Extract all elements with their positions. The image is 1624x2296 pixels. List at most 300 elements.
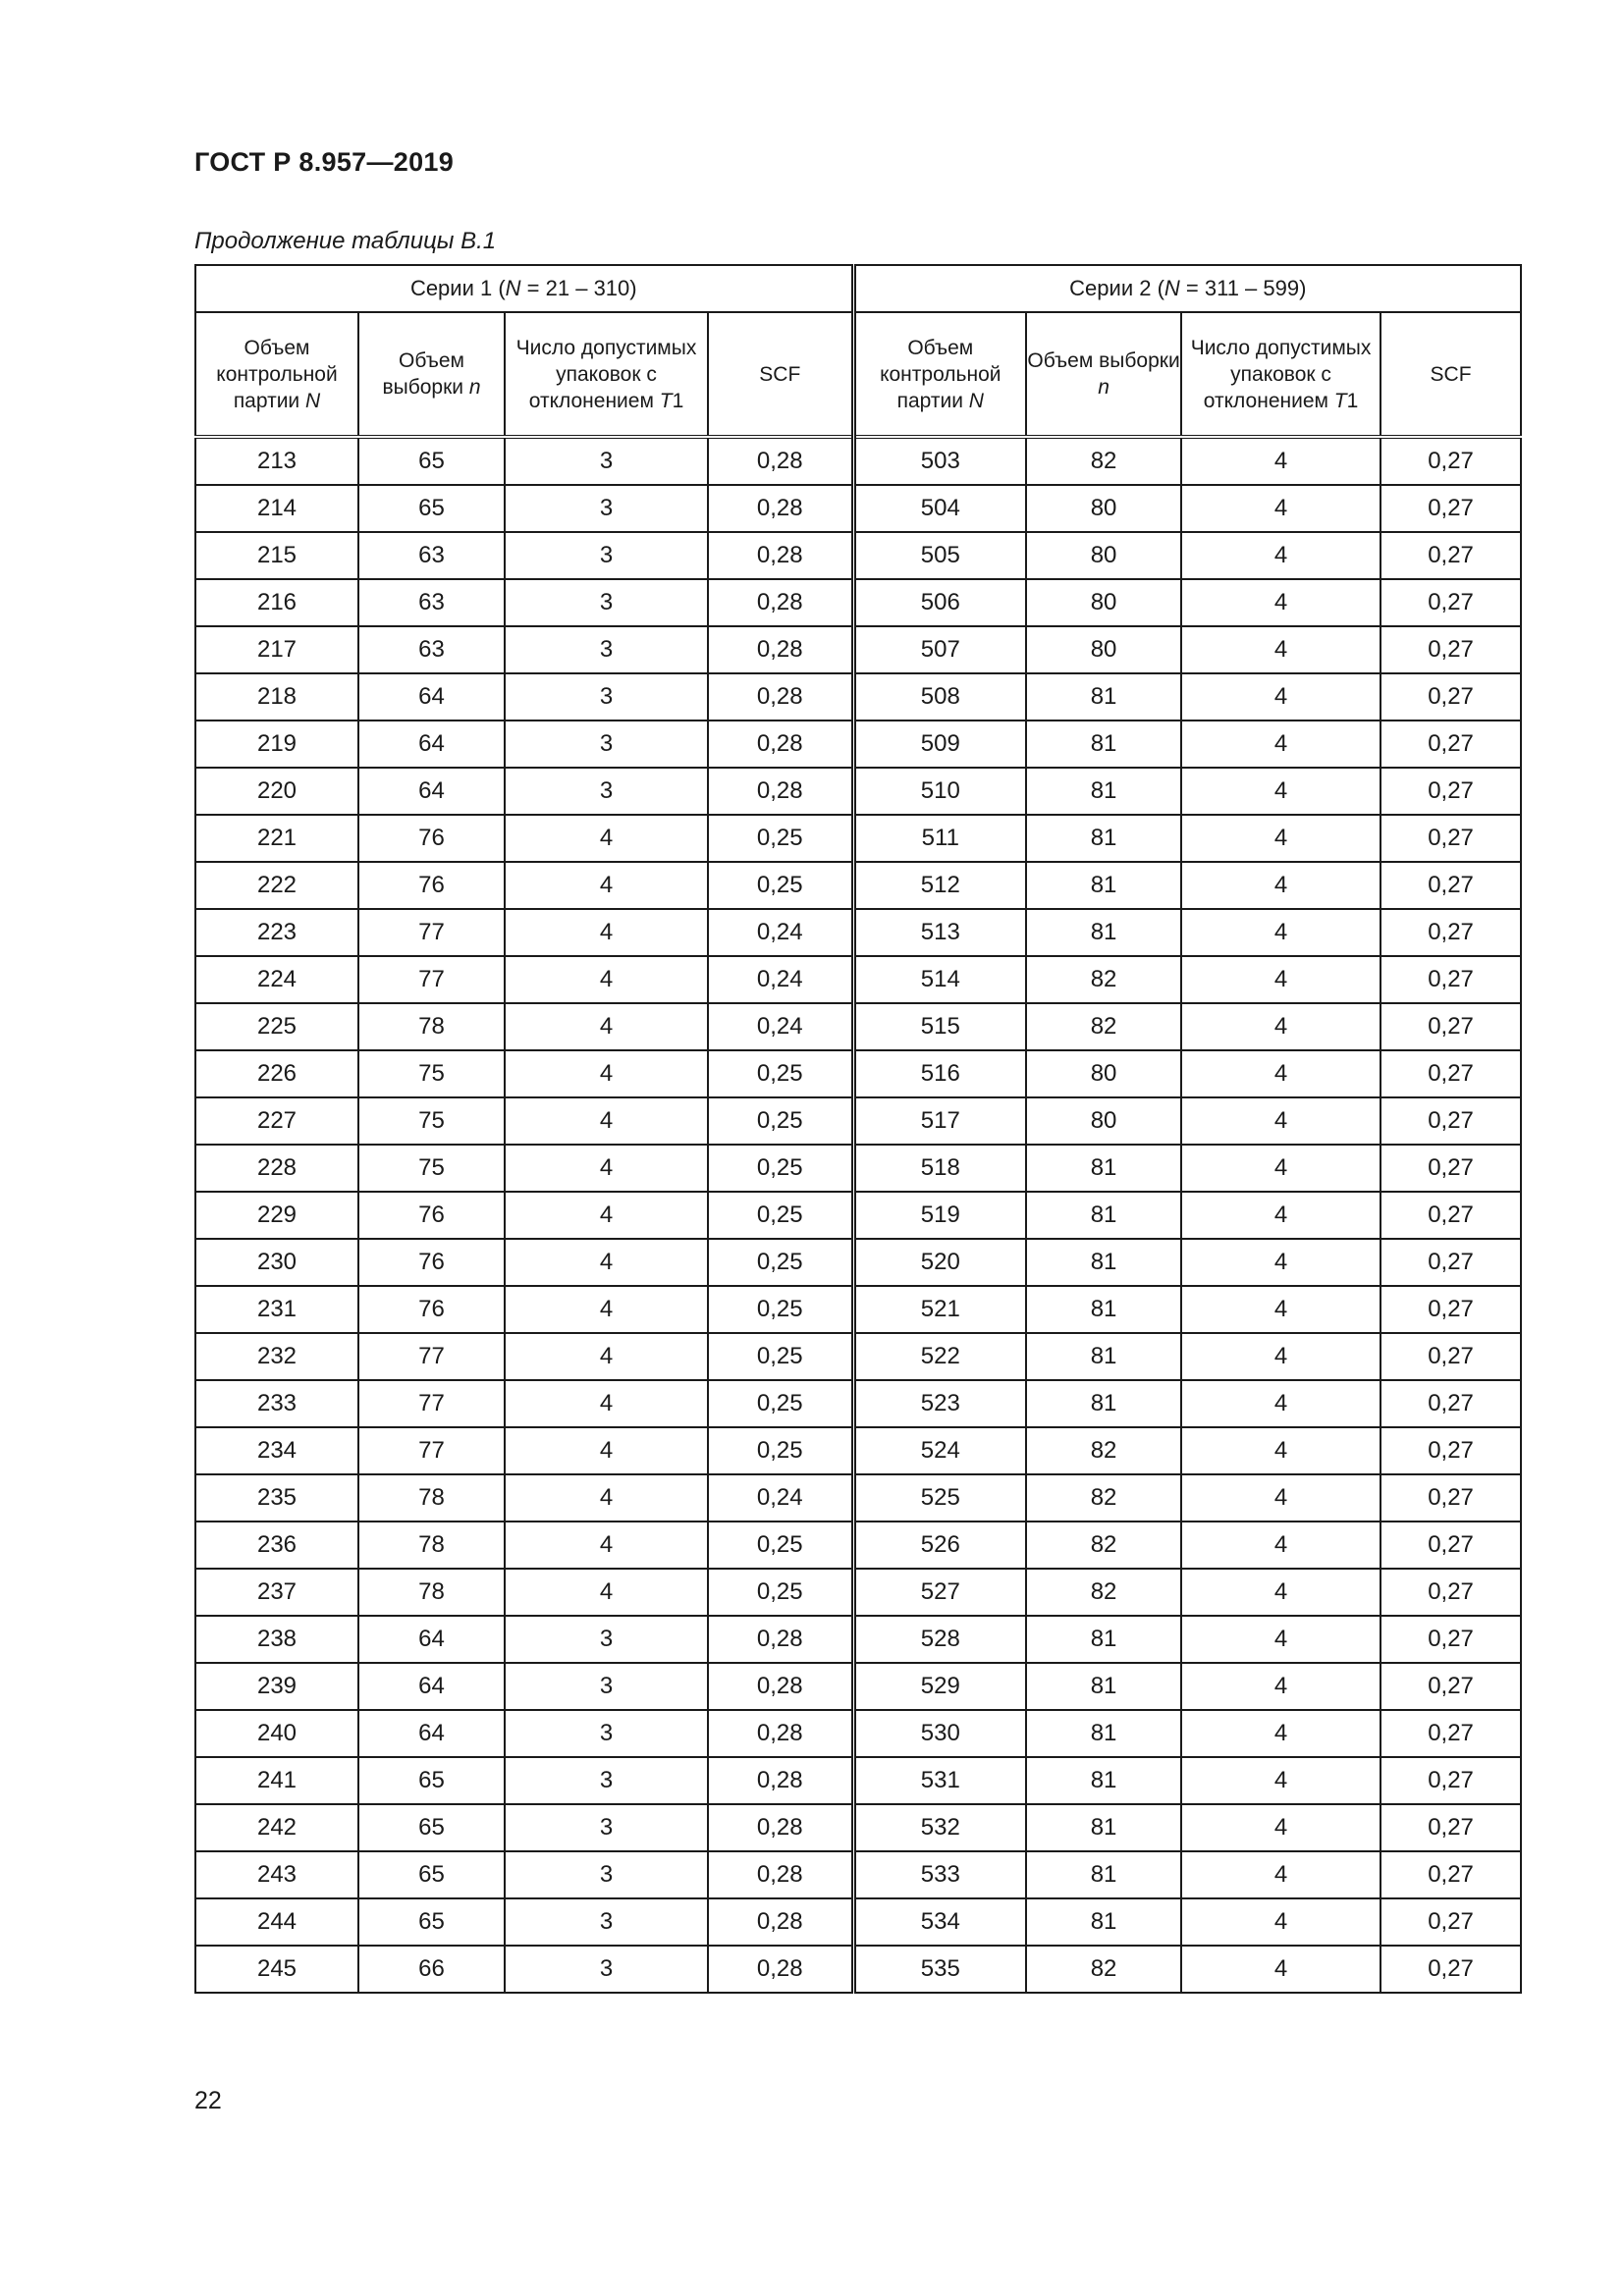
- table-cell: 0,27: [1380, 1474, 1521, 1522]
- table-cell: 77: [358, 1333, 505, 1380]
- table-cell: 81: [1026, 673, 1181, 721]
- table-cell: 3: [505, 1804, 708, 1851]
- table-cell: 77: [358, 1380, 505, 1427]
- table-cell: 0,27: [1380, 768, 1521, 815]
- table-cell: 511: [853, 815, 1026, 862]
- table-row: [195, 1286, 1521, 1333]
- table-cell: 4: [1181, 1569, 1380, 1616]
- table-row: [195, 721, 1521, 768]
- table-cell: 3: [505, 721, 708, 768]
- table-cell: 82: [1026, 1427, 1181, 1474]
- table-row: [195, 1333, 1521, 1380]
- table-cell: 64: [358, 673, 505, 721]
- table-cell: 4: [1181, 721, 1380, 768]
- table-cell: 0,25: [708, 1522, 853, 1569]
- table-cell: 4: [505, 1427, 708, 1474]
- table-cell: 4: [505, 1003, 708, 1050]
- table-cell: 0,28: [708, 1804, 853, 1851]
- table-cell: 0,27: [1380, 1427, 1521, 1474]
- table-cell: 78: [358, 1003, 505, 1050]
- table-cell: 3: [505, 626, 708, 673]
- table-cell: 0,25: [708, 1427, 853, 1474]
- table-cell: 4: [1181, 909, 1380, 956]
- document-header: ГОСТ Р 8.957—2019: [194, 147, 455, 177]
- table-cell: 0,28: [708, 1616, 853, 1663]
- table-cell: 0,25: [708, 1239, 853, 1286]
- table-cell: 4: [1181, 532, 1380, 579]
- table-cell: 3: [505, 579, 708, 626]
- table-cell: 81: [1026, 1851, 1181, 1898]
- table-cell: 80: [1026, 579, 1181, 626]
- table-cell: 0,28: [708, 673, 853, 721]
- column-header: Объем выборки n: [358, 312, 505, 437]
- column-header: SCF: [708, 312, 853, 437]
- table-cell: 76: [358, 1286, 505, 1333]
- table-cell: 81: [1026, 1663, 1181, 1710]
- column-header: Объем контрольной партии N: [195, 312, 358, 437]
- table-cell: 533: [853, 1851, 1026, 1898]
- table-cell: 81: [1026, 1333, 1181, 1380]
- table-cell: 508: [853, 673, 1026, 721]
- table-cell: 65: [358, 1898, 505, 1946]
- table-cell: 241: [195, 1757, 358, 1804]
- table-cell: 219: [195, 721, 358, 768]
- table-cell: 4: [505, 1474, 708, 1522]
- table-cell: 82: [1026, 1522, 1181, 1569]
- column-header: SCF: [1380, 312, 1521, 437]
- table-cell: 78: [358, 1522, 505, 1569]
- table-cell: 75: [358, 1097, 505, 1145]
- column-header: Число допустимых упаковок с отклонением T1: [505, 312, 708, 437]
- table-cell: 523: [853, 1380, 1026, 1427]
- table-cell: 0,27: [1380, 721, 1521, 768]
- table-cell: 232: [195, 1333, 358, 1380]
- table-row: [195, 1097, 1521, 1145]
- table-cell: 3: [505, 1851, 708, 1898]
- table-cell: 0,27: [1380, 1003, 1521, 1050]
- table-cell: 0,27: [1380, 815, 1521, 862]
- table-cell: 528: [853, 1616, 1026, 1663]
- table-cell: 4: [1181, 1427, 1380, 1474]
- table-cell: 532: [853, 1804, 1026, 1851]
- table-cell: 0,28: [708, 1946, 853, 1993]
- table-cell: 226: [195, 1050, 358, 1097]
- table-cell: 4: [1181, 1851, 1380, 1898]
- table-cell: 4: [1181, 1380, 1380, 1427]
- table-cell: 3: [505, 437, 708, 485]
- table-row: [195, 1145, 1521, 1192]
- table-cell: 0,28: [708, 626, 853, 673]
- table-row: [195, 1569, 1521, 1616]
- table-row: [195, 1522, 1521, 1569]
- table-cell: 81: [1026, 1192, 1181, 1239]
- table-cell: 530: [853, 1710, 1026, 1757]
- table-row: [195, 1380, 1521, 1427]
- table-cell: 77: [358, 1427, 505, 1474]
- table-cell: 0,27: [1380, 1663, 1521, 1710]
- table-cell: 4: [1181, 1898, 1380, 1946]
- table-cell: 526: [853, 1522, 1026, 1569]
- table-cell: 4: [505, 1145, 708, 1192]
- table-cell: 3: [505, 485, 708, 532]
- table-cell: 217: [195, 626, 358, 673]
- table-cell: 0,25: [708, 1192, 853, 1239]
- table-cell: 0,28: [708, 768, 853, 815]
- table-cell: 0,25: [708, 1286, 853, 1333]
- table-cell: 513: [853, 909, 1026, 956]
- table-cell: 0,27: [1380, 1097, 1521, 1145]
- table-cell: 507: [853, 626, 1026, 673]
- table-row: [195, 437, 1521, 485]
- table-cell: 4: [1181, 579, 1380, 626]
- table-cell: 4: [1181, 1192, 1380, 1239]
- table-cell: 215: [195, 532, 358, 579]
- table-cell: 77: [358, 909, 505, 956]
- table-cell: 4: [1181, 1239, 1380, 1286]
- table-cell: 0,24: [708, 1474, 853, 1522]
- table-row: [195, 1474, 1521, 1522]
- table-row: [195, 626, 1521, 673]
- table-cell: 4: [1181, 1663, 1380, 1710]
- table-cell: 0,27: [1380, 437, 1521, 485]
- table-cell: 223: [195, 909, 358, 956]
- table-cell: 81: [1026, 815, 1181, 862]
- table-cell: 0,27: [1380, 626, 1521, 673]
- table-cell: 3: [505, 1757, 708, 1804]
- table-cell: 81: [1026, 909, 1181, 956]
- table-cell: 519: [853, 1192, 1026, 1239]
- table-cell: 3: [505, 1663, 708, 1710]
- table-cell: 0,28: [708, 1757, 853, 1804]
- table-cell: 3: [505, 673, 708, 721]
- table-cell: 4: [1181, 1474, 1380, 1522]
- table-row: [195, 909, 1521, 956]
- table-row: [195, 1663, 1521, 1710]
- table-cell: 77: [358, 956, 505, 1003]
- table-cell: 0,25: [708, 1097, 853, 1145]
- table-cell: 81: [1026, 1380, 1181, 1427]
- table-cell: 80: [1026, 1050, 1181, 1097]
- table-cell: 4: [1181, 815, 1380, 862]
- table-cell: 216: [195, 579, 358, 626]
- table-cell: 65: [358, 1851, 505, 1898]
- table-cell: 81: [1026, 1898, 1181, 1946]
- table-body: [195, 437, 1521, 1993]
- table-cell: 0,27: [1380, 1050, 1521, 1097]
- table-cell: 81: [1026, 862, 1181, 909]
- table-cell: 245: [195, 1946, 358, 1993]
- table-cell: 0,24: [708, 1003, 853, 1050]
- table-cell: 0,25: [708, 862, 853, 909]
- table-cell: 512: [853, 862, 1026, 909]
- table-cell: 504: [853, 485, 1026, 532]
- table-cell: 0,25: [708, 1050, 853, 1097]
- table-cell: 506: [853, 579, 1026, 626]
- table-cell: 0,27: [1380, 673, 1521, 721]
- table-cell: 225: [195, 1003, 358, 1050]
- table-caption: Продолжение таблицы В.1: [194, 228, 497, 254]
- table-cell: 516: [853, 1050, 1026, 1097]
- table-cell: 4: [1181, 626, 1380, 673]
- table-cell: 4: [505, 1333, 708, 1380]
- column-header: Число допустимых упаковок с отклонением T1: [1181, 312, 1380, 437]
- table-cell: 235: [195, 1474, 358, 1522]
- table-cell: 0,25: [708, 1333, 853, 1380]
- table-cell: 0,25: [708, 815, 853, 862]
- table-cell: 65: [358, 1804, 505, 1851]
- table-cell: 0,27: [1380, 1569, 1521, 1616]
- table-cell: 0,28: [708, 579, 853, 626]
- table-cell: 65: [358, 485, 505, 532]
- table-cell: 531: [853, 1757, 1026, 1804]
- page-number: 22: [194, 2087, 222, 2114]
- table-cell: 221: [195, 815, 358, 862]
- table-cell: 231: [195, 1286, 358, 1333]
- table-row: [195, 1898, 1521, 1946]
- table-cell: 515: [853, 1003, 1026, 1050]
- table-row: [195, 1804, 1521, 1851]
- table-cell: 75: [358, 1145, 505, 1192]
- table-cell: 234: [195, 1427, 358, 1474]
- table-cell: 0,27: [1380, 1380, 1521, 1427]
- table-cell: 0,27: [1380, 485, 1521, 532]
- table-cell: 4: [505, 1522, 708, 1569]
- table-cell: 0,28: [708, 721, 853, 768]
- data-table: [194, 264, 1522, 1994]
- table-cell: 240: [195, 1710, 358, 1757]
- table-cell: 80: [1026, 1097, 1181, 1145]
- table-cell: 0,27: [1380, 909, 1521, 956]
- table-cell: 0,27: [1380, 1333, 1521, 1380]
- table-cell: 213: [195, 437, 358, 485]
- table-row: [195, 815, 1521, 862]
- table-row: [195, 532, 1521, 579]
- table-cell: 4: [505, 1192, 708, 1239]
- table-cell: 66: [358, 1946, 505, 1993]
- table-cell: 236: [195, 1522, 358, 1569]
- table-cell: 81: [1026, 768, 1181, 815]
- table-cell: 521: [853, 1286, 1026, 1333]
- table-cell: 505: [853, 532, 1026, 579]
- table-cell: 0,27: [1380, 1757, 1521, 1804]
- table-cell: 524: [853, 1427, 1026, 1474]
- table-cell: 0,27: [1380, 1804, 1521, 1851]
- table-cell: 64: [358, 1616, 505, 1663]
- table-cell: 4: [1181, 1710, 1380, 1757]
- column-header-row: [195, 312, 1521, 437]
- table-cell: 0,27: [1380, 532, 1521, 579]
- table-cell: 3: [505, 1710, 708, 1757]
- table-cell: 82: [1026, 437, 1181, 485]
- table-cell: 527: [853, 1569, 1026, 1616]
- table-cell: 63: [358, 532, 505, 579]
- table-cell: 4: [1181, 1757, 1380, 1804]
- table-cell: 81: [1026, 1286, 1181, 1333]
- table-cell: 224: [195, 956, 358, 1003]
- table-cell: 4: [1181, 1145, 1380, 1192]
- table-cell: 218: [195, 673, 358, 721]
- table-cell: 222: [195, 862, 358, 909]
- table-cell: 0,27: [1380, 1616, 1521, 1663]
- table-cell: 0,25: [708, 1145, 853, 1192]
- table-cell: 0,28: [708, 437, 853, 485]
- table-cell: 3: [505, 532, 708, 579]
- table-cell: 0,27: [1380, 579, 1521, 626]
- table-cell: 64: [358, 721, 505, 768]
- table-cell: 239: [195, 1663, 358, 1710]
- table-cell: 0,27: [1380, 1522, 1521, 1569]
- table-cell: 243: [195, 1851, 358, 1898]
- table-cell: 76: [358, 815, 505, 862]
- table-cell: 0,24: [708, 909, 853, 956]
- table-cell: 4: [1181, 1616, 1380, 1663]
- table-cell: 4: [1181, 862, 1380, 909]
- table-cell: 80: [1026, 485, 1181, 532]
- table-cell: 82: [1026, 956, 1181, 1003]
- table-cell: 228: [195, 1145, 358, 1192]
- table-cell: 78: [358, 1474, 505, 1522]
- table-cell: 0,27: [1380, 1239, 1521, 1286]
- table-row: [195, 485, 1521, 532]
- table-cell: 230: [195, 1239, 358, 1286]
- table-cell: 80: [1026, 532, 1181, 579]
- table-cell: 63: [358, 626, 505, 673]
- table-cell: 64: [358, 1710, 505, 1757]
- table-row: [195, 1616, 1521, 1663]
- table-cell: 76: [358, 862, 505, 909]
- table-cell: 0,27: [1380, 1851, 1521, 1898]
- table-cell: 4: [505, 1097, 708, 1145]
- table-cell: 81: [1026, 1616, 1181, 1663]
- table-row: [195, 1192, 1521, 1239]
- table-cell: 4: [1181, 1946, 1380, 1993]
- table-cell: 4: [505, 815, 708, 862]
- table-cell: 4: [505, 1380, 708, 1427]
- table-cell: 81: [1026, 1145, 1181, 1192]
- table-cell: 4: [1181, 437, 1380, 485]
- table-row: [195, 1050, 1521, 1097]
- table-cell: 0,28: [708, 1851, 853, 1898]
- table-cell: 529: [853, 1663, 1026, 1710]
- table-cell: 534: [853, 1898, 1026, 1946]
- table-cell: 535: [853, 1946, 1026, 1993]
- table-cell: 503: [853, 437, 1026, 485]
- table-cell: 82: [1026, 1003, 1181, 1050]
- table-cell: 65: [358, 437, 505, 485]
- table-cell: 3: [505, 1898, 708, 1946]
- table-row: [195, 1710, 1521, 1757]
- table-cell: 242: [195, 1804, 358, 1851]
- table-cell: 63: [358, 579, 505, 626]
- table-cell: 4: [1181, 956, 1380, 1003]
- table-row: [195, 579, 1521, 626]
- table-cell: 4: [1181, 1804, 1380, 1851]
- table-row: [195, 1946, 1521, 1993]
- table-cell: 4: [505, 1286, 708, 1333]
- table-cell: 4: [505, 1050, 708, 1097]
- table-cell: 0,27: [1380, 1192, 1521, 1239]
- table-cell: 518: [853, 1145, 1026, 1192]
- table-cell: 522: [853, 1333, 1026, 1380]
- table-row: [195, 956, 1521, 1003]
- table-cell: 82: [1026, 1474, 1181, 1522]
- table-cell: 4: [1181, 1333, 1380, 1380]
- table-cell: 520: [853, 1239, 1026, 1286]
- series-header-row: [195, 265, 1521, 312]
- table-row: [195, 1003, 1521, 1050]
- table-cell: 0,27: [1380, 1145, 1521, 1192]
- table-cell: 4: [1181, 673, 1380, 721]
- table-cell: 4: [1181, 768, 1380, 815]
- table-cell: 82: [1026, 1569, 1181, 1616]
- table-row: [195, 673, 1521, 721]
- table-cell: 4: [1181, 485, 1380, 532]
- table-cell: 81: [1026, 1239, 1181, 1286]
- table-cell: 76: [358, 1192, 505, 1239]
- table-cell: 0,28: [708, 532, 853, 579]
- column-header: Объем контрольной партии N: [853, 312, 1026, 437]
- table-cell: 0,27: [1380, 862, 1521, 909]
- table-cell: 227: [195, 1097, 358, 1145]
- table-cell: 237: [195, 1569, 358, 1616]
- table-row: [195, 1757, 1521, 1804]
- table-cell: 76: [358, 1239, 505, 1286]
- table-cell: 510: [853, 768, 1026, 815]
- table-cell: 64: [358, 1663, 505, 1710]
- table-row: [195, 862, 1521, 909]
- table-cell: 0,27: [1380, 956, 1521, 1003]
- table-cell: 81: [1026, 1804, 1181, 1851]
- table-row: [195, 768, 1521, 815]
- table-cell: 4: [505, 956, 708, 1003]
- table-cell: 4: [505, 909, 708, 956]
- table-cell: 525: [853, 1474, 1026, 1522]
- table-cell: 244: [195, 1898, 358, 1946]
- table-cell: 3: [505, 1616, 708, 1663]
- table-container: [194, 264, 1520, 1994]
- table-cell: 0,25: [708, 1569, 853, 1616]
- table-row: [195, 1239, 1521, 1286]
- table-cell: 229: [195, 1192, 358, 1239]
- table-cell: 3: [505, 1946, 708, 1993]
- table-cell: 0,28: [708, 485, 853, 532]
- table-cell: 4: [1181, 1097, 1380, 1145]
- table-cell: 4: [1181, 1522, 1380, 1569]
- table-cell: 64: [358, 768, 505, 815]
- table-cell: 238: [195, 1616, 358, 1663]
- table-cell: 509: [853, 721, 1026, 768]
- table-cell: 4: [1181, 1050, 1380, 1097]
- table-cell: 4: [1181, 1286, 1380, 1333]
- table-cell: 78: [358, 1569, 505, 1616]
- table-cell: 3: [505, 768, 708, 815]
- table-cell: 82: [1026, 1946, 1181, 1993]
- table-row: [195, 1427, 1521, 1474]
- table-cell: 0,27: [1380, 1946, 1521, 1993]
- table-row: [195, 1851, 1521, 1898]
- table-cell: 4: [505, 1569, 708, 1616]
- table-cell: 220: [195, 768, 358, 815]
- table-cell: 0,24: [708, 956, 853, 1003]
- table-cell: 233: [195, 1380, 358, 1427]
- series2-header: Серии 2 (N = 311 – 599): [853, 265, 1521, 312]
- table-cell: 4: [505, 1239, 708, 1286]
- table-cell: 81: [1026, 1757, 1181, 1804]
- table-cell: 4: [505, 862, 708, 909]
- column-header: Объем выборки n: [1026, 312, 1181, 437]
- table-cell: 0,28: [708, 1898, 853, 1946]
- table-cell: 4: [1181, 1003, 1380, 1050]
